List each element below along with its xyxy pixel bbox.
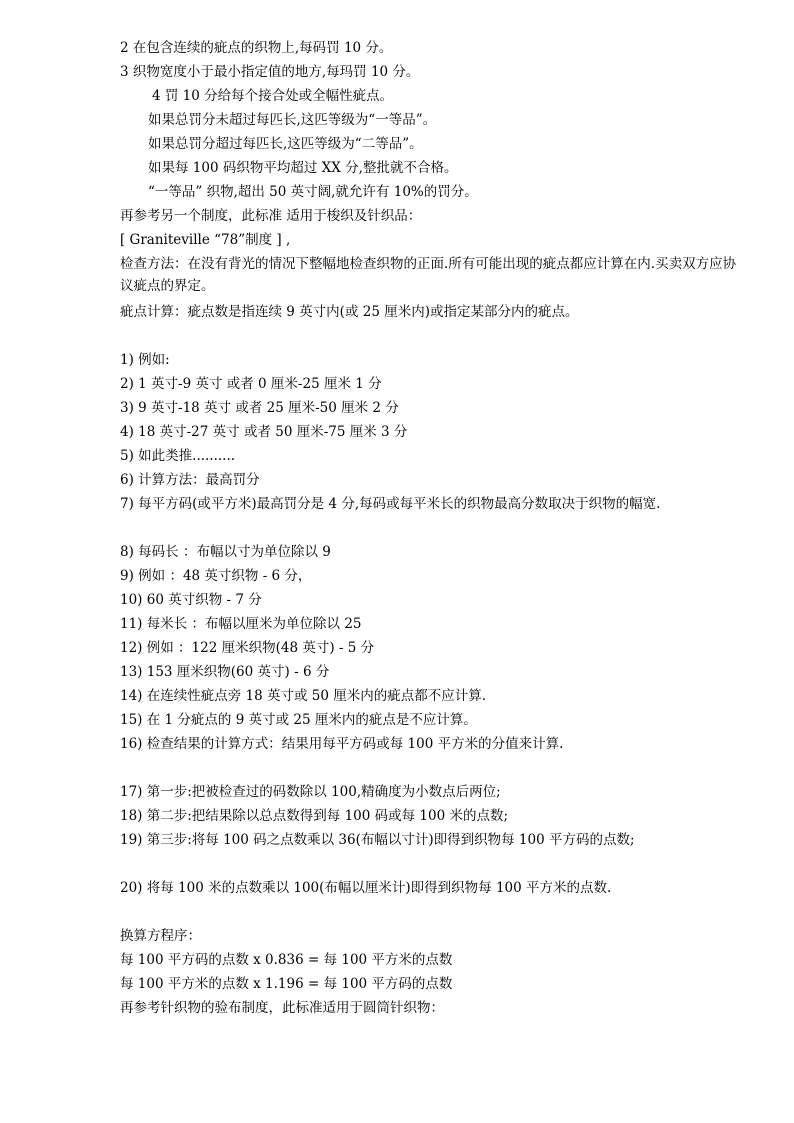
list-item: 1) 例如: xyxy=(120,352,170,368)
list-item: 14) 在连续性疵点旁 18 英寸或 50 厘米内的疵点都不应计算. xyxy=(120,688,487,704)
paragraph-line: 再参考针织物的验布制度，此标准适用于圆筒针织物： xyxy=(120,1000,444,1016)
list-item: 15) 在 1 分疵点的 9 英寸或 25 厘米内的疵点是不应计算。 xyxy=(120,712,477,728)
section-heading: 换算方程序： xyxy=(120,928,201,944)
paragraph-line: 4 罚 10 分给每个接合处或全幅性疵点。 xyxy=(152,88,394,104)
list-item: 19) 第三步:将每 100 码之点数乘以 36(布幅以寸计)即得到织物每 100 平方码的点数; xyxy=(120,832,635,848)
list-item: 10) 60 英寸织物 - 7 分 xyxy=(120,592,262,608)
list-item: 18) 第二步:把结果除以总点数得到每 100 码或每 100 米的点数; xyxy=(120,808,509,824)
paragraph-line: 疵点计算：疵点数是指连续 9 英寸内(或 25 厘米内)或指定某部分内的疵点。 xyxy=(120,304,579,320)
list-item: 17) 第一步:把被检查过的码数除以 100,精确度为小数点后两位; xyxy=(120,784,501,800)
list-item: 20) 将每 100 米的点数乘以 100(布幅以厘米计)即得到织物每 100 平方米的点数. xyxy=(120,880,612,896)
paragraph-line: 再参考另一个制度，此标准 适用于梭织及针织品： xyxy=(120,208,422,224)
list-item: 12) 例如 ：122 厘米织物(48 英寸) - 5 分 xyxy=(120,640,375,656)
paragraph-line: 检查方法：在没有背光的情况下整幅地检查织物的正面.所有可能出现的疵点都应计算在内.买卖双方应协议疵点的界定。 xyxy=(120,256,737,294)
formula-line: 每 100 平方码的点数 x 0.836 = 每 100 平方米的点数 xyxy=(120,952,453,968)
list-item: 13) 153 厘米织物(60 英寸) - 6 分 xyxy=(120,664,330,680)
list-item: 16) 检查结果的计算方式：结果用每平方码或每 100 平方米的分值来计算. xyxy=(120,736,564,752)
paragraph-line: 如果总罚分超过每匹长,这匹等级为“二等品”。 xyxy=(148,136,423,152)
paragraph-line: 如果每 100 码织物平均超过 XX 分,整批就不合格。 xyxy=(148,160,458,176)
list-item: 11) 每米长 ：布幅以厘米为单位除以 25 xyxy=(120,616,362,632)
list-item: 6) 计算方法：最高罚分 xyxy=(120,472,260,488)
paragraph-line: “一等品” 织物,超出 50 英寸阔,就允许有 10%的罚分。 xyxy=(148,184,478,200)
list-item: 9) 例如 ：48 英寸织物 - 6 分， xyxy=(120,568,312,584)
paragraph-line: 2 在包含连续的疵点的织物上,每码罚 10 分。 xyxy=(120,40,393,56)
paragraph-line: [ Graniteville “78”制度 ] , xyxy=(120,232,291,248)
list-item: 3) 9 英寸-18 英寸 或者 25 厘米-50 厘米 2 分 xyxy=(120,400,399,416)
list-item: 5) 如此类推.......... xyxy=(120,448,236,464)
paragraph-line: 如果总罚分未超过每匹长,这匹等级为“一等品”。 xyxy=(148,112,437,128)
paragraph-line: 3 织物宽度小于最小指定值的地方,每玛罚 10 分。 xyxy=(120,64,420,80)
list-item: 2) 1 英寸-9 英寸 或者 0 厘米-25 厘米 1 分 xyxy=(120,376,382,392)
list-item: 4) 18 英寸-27 英寸 或者 50 厘米-75 厘米 3 分 xyxy=(120,424,408,440)
list-item: 7) 每平方码(或平方米)最高罚分是 4 分,每码或每平米长的织物最高分数取决于织物的幅宽. xyxy=(120,496,661,512)
formula-line: 每 100 平方米的点数 x 1.196 = 每 100 平方码的点数 xyxy=(120,976,453,992)
list-item: 8) 每码长 ：布幅以寸为单位除以 9 xyxy=(120,544,331,560)
